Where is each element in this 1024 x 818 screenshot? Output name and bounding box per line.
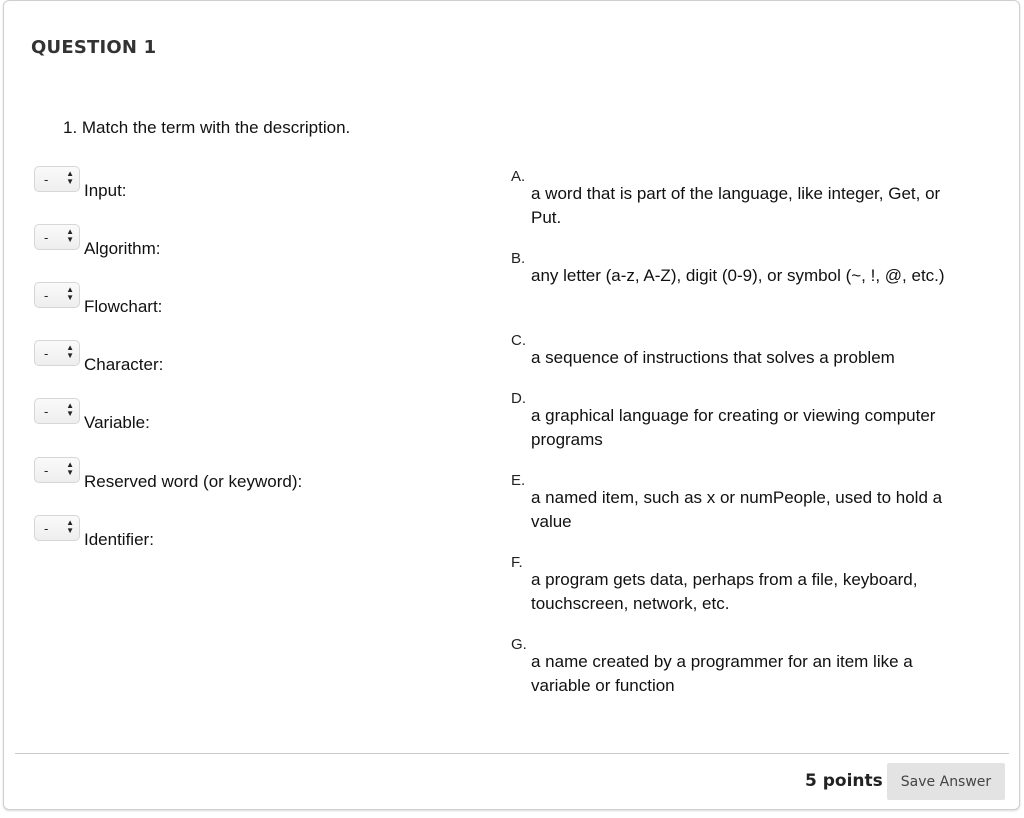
term-label: Input:: [84, 181, 127, 200]
term-label: Identifier:: [84, 530, 154, 549]
up-down-arrows-icon: ▲ ▼: [66, 169, 74, 186]
select-value: -: [44, 463, 49, 478]
option-letter: A.: [511, 168, 526, 185]
match-select-flowchart[interactable]: [34, 282, 80, 308]
select-value: -: [44, 172, 49, 187]
up-down-arrows-icon: ▲ ▼: [66, 518, 74, 535]
up-down-arrows-icon: ▲ ▼: [66, 460, 74, 477]
option-text: a program gets data, perhaps from a file, keyboard, touchscreen, network, etc.: [531, 570, 918, 613]
option-text: a name created by a programmer for an item like a variable or function: [531, 652, 913, 695]
term-label: Variable:: [84, 413, 150, 432]
option-letter: G.: [511, 636, 527, 653]
match-select-variable[interactable]: [34, 398, 80, 424]
select-value: -: [44, 404, 49, 419]
option-letter: C.: [511, 332, 526, 349]
select-value: -: [44, 230, 49, 245]
option-text: a sequence of instructions that solves a problem: [531, 348, 895, 367]
option-text: a named item, such as x or numPeople, used to hold a value: [531, 488, 943, 531]
option-letter: E.: [511, 472, 526, 489]
up-down-arrows-icon: ▲ ▼: [66, 227, 74, 244]
select-value: -: [44, 288, 49, 303]
select-value: -: [44, 521, 49, 536]
up-down-arrows-icon: ▲ ▼: [66, 401, 74, 418]
term-label: Character:: [84, 355, 164, 374]
points-value: 5 points: [805, 771, 883, 791]
term-label: Algorithm:: [84, 239, 161, 258]
match-select-algorithm[interactable]: [34, 224, 80, 250]
select-value: -: [44, 346, 49, 361]
option-letter: F.: [511, 554, 523, 571]
option-letter: D.: [511, 390, 526, 407]
match-select-reserved-word[interactable]: [34, 457, 80, 483]
match-select-identifier[interactable]: [34, 515, 80, 541]
save-answer-button[interactable]: Save Answer: [887, 763, 1005, 800]
up-down-arrows-icon: ▲ ▼: [66, 343, 74, 360]
option-text: any letter (a-z, A-Z), digit (0-9), or symbol (~, !, @, etc.): [531, 266, 945, 285]
match-select-input[interactable]: [34, 166, 80, 192]
term-label: Reserved word (or keyword):: [84, 472, 303, 491]
question-title: QUESTION 1: [31, 37, 157, 58]
term-label: Flowchart:: [84, 297, 163, 316]
match-select-character[interactable]: [34, 340, 80, 366]
option-letter: B.: [511, 250, 526, 267]
up-down-arrows-icon: ▲ ▼: [66, 285, 74, 302]
option-text: a word that is part of the language, like integer, Get, or Put.: [531, 184, 941, 227]
option-text: a graphical language for creating or viewing computer programs: [531, 406, 936, 449]
footer-divider: [15, 753, 1009, 754]
question-prompt: 1. Match the term with the description.: [63, 118, 351, 137]
